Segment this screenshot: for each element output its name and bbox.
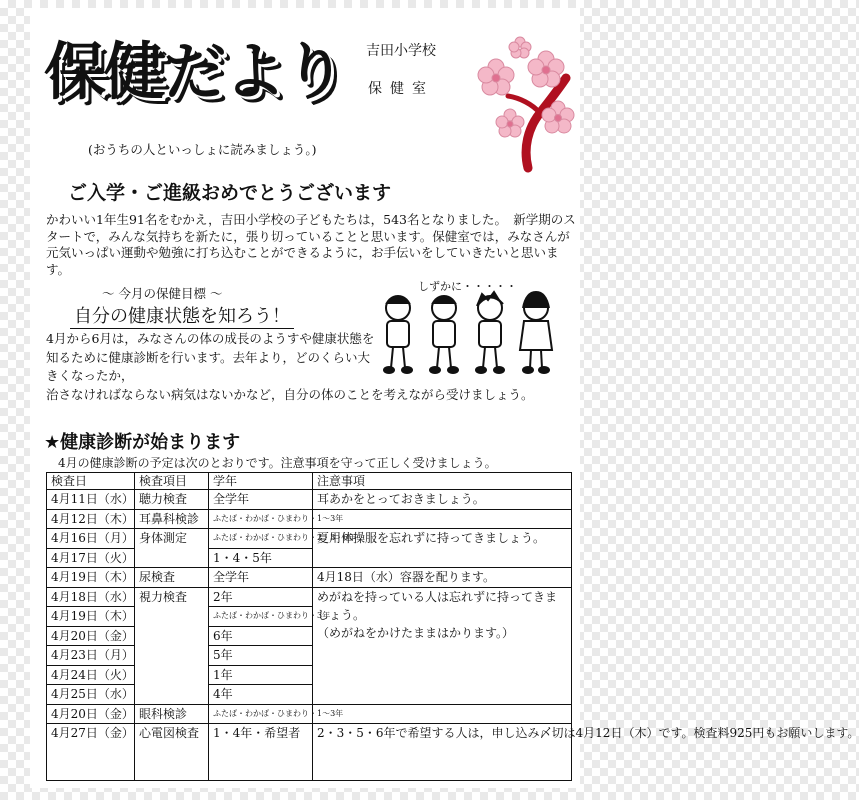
checkup-intro: 4月の健康診断の予定は次のとおりです。注意事項を守って正しく受けましょう。 [58, 456, 497, 470]
grade-cell: ふたば・わかば・ひまわり・3年 [209, 607, 313, 627]
date-cell: 4月16日（月） [47, 529, 135, 549]
grade-cell: 全学年 [209, 490, 313, 510]
table-row [47, 724, 572, 781]
table-row [47, 509, 572, 529]
table-header-row [47, 473, 572, 490]
date-cell: 4月19日（木） [47, 607, 135, 627]
date-cell: 4月20日（金） [47, 704, 135, 724]
column-header-notes: 注意事項 [313, 473, 572, 490]
table-row [47, 587, 572, 607]
table-row [47, 529, 572, 549]
checkup-section-title: ★健康診断が始まります [44, 432, 241, 453]
column-header-date: 検査日 [47, 473, 135, 490]
date-cell: 4月18日（水） [47, 587, 135, 607]
goal-paragraph: 4月から6月は，みなさんの体の成長のようすや健康状態を知るために健康診断を行います。去年より，どのくらい大きくなったか， [46, 331, 375, 383]
grade-cell: ふたば・わかば・ひまわり・2・3・6年 [209, 529, 313, 549]
welcome-headline: ご入学・ご進級おめでとうございます [68, 182, 392, 204]
date-cell: 4月20日（金） [47, 626, 135, 646]
item-cell: 聴力検査 [135, 490, 209, 510]
notes-cell [313, 509, 572, 529]
grade-cell: 1年 [209, 665, 313, 685]
grade-cell: 2年 [209, 587, 313, 607]
grade-cell: ふたば・わかば・ひまわり・1～3年 [209, 704, 313, 724]
item-cell: 身体測定 [135, 529, 209, 568]
children-lineup-illustration [370, 274, 570, 378]
table-row [47, 704, 572, 724]
notes-cell: 2・3・5・6年で希望する人は，申し込み〆切は4月12日（木）です。検査料925円もお願いします。 [313, 724, 572, 781]
date-cell: 4月19日（木） [47, 568, 135, 588]
intro-paragraph: かわいい1年生91名をむかえ，吉田小学校の子どもたちは，543名となりました。 新学期のスタートで，みんな気持ちを新たに，張り切っていることと思います。保健室では，みなさんが元気いっぱい運動や勉強に打ち込むことができるように，お手伝いをしていきたいと思います。 [46, 212, 576, 277]
grade-cell: 全学年 [209, 568, 313, 588]
date-cell: 4月24日（火） [47, 665, 135, 685]
date-cell: 4月27日（金） [47, 724, 135, 781]
grade-cell: 5年 [209, 646, 313, 666]
table-row [47, 568, 572, 588]
grade-cell: ふたば・わかば・ひまわり・1～3年 [209, 509, 313, 529]
grade-cell: 1・4年・希望者 [209, 724, 313, 781]
notes-cell: 夏用体操服を忘れずに持ってきましょう。 [313, 529, 572, 568]
notes-cell: 耳あかをとっておきましょう。 [313, 490, 572, 510]
notes-cell [313, 704, 572, 724]
date-cell: 4月17日（火） [47, 548, 135, 568]
grade-cell: 4年 [209, 685, 313, 705]
checkup-schedule-table [46, 472, 859, 781]
date-cell: 4月12日（木） [47, 509, 135, 529]
notes-cell: めがねを持っている人は忘れずに持ってきましょう。 （めがねをかけたままはかります。） [313, 587, 572, 704]
date-cell: 4月11日（水） [47, 490, 135, 510]
school-name: 吉田小学校 [366, 43, 436, 59]
read-together-note: (おうちの人といっしょに読みましょう。) [88, 142, 317, 157]
table-row [47, 490, 572, 510]
illustration-caption: しずかに・・・・・ [418, 280, 517, 293]
newsletter-page [30, 8, 859, 788]
cherry-blossom-illustration [468, 38, 578, 168]
goal-paragraph-continued: 治さなければならない病気はないかなど，自分の体のことを考えながら受けましょう。 [46, 387, 534, 402]
newsletter-title: 保健だより [44, 35, 345, 108]
grade-cell: 1・4・5年 [209, 548, 313, 568]
grade-cell: 6年 [209, 626, 313, 646]
item-cell: 尿検査 [135, 568, 209, 588]
column-header-item: 検査項目 [135, 473, 209, 490]
item-cell: 視力検査 [135, 587, 209, 704]
item-cell: 耳鼻科検診 [135, 509, 209, 529]
notes-cell: 4月18日（水）容器を配ります。 [313, 568, 572, 588]
date-cell: 4月23日（月） [47, 646, 135, 666]
monthly-goal-title: 自分の健康状態を知ろう！ [70, 302, 294, 329]
item-cell: 心電図検査 [135, 724, 209, 781]
column-header-grade: 学年 [209, 473, 313, 490]
monthly-goal-label: ～ 今月の保健目標 ～ [102, 286, 223, 301]
date-cell: 4月25日（水） [47, 685, 135, 705]
item-cell: 眼科検診 [135, 704, 209, 724]
health-office-label: 保健室 [368, 81, 434, 97]
